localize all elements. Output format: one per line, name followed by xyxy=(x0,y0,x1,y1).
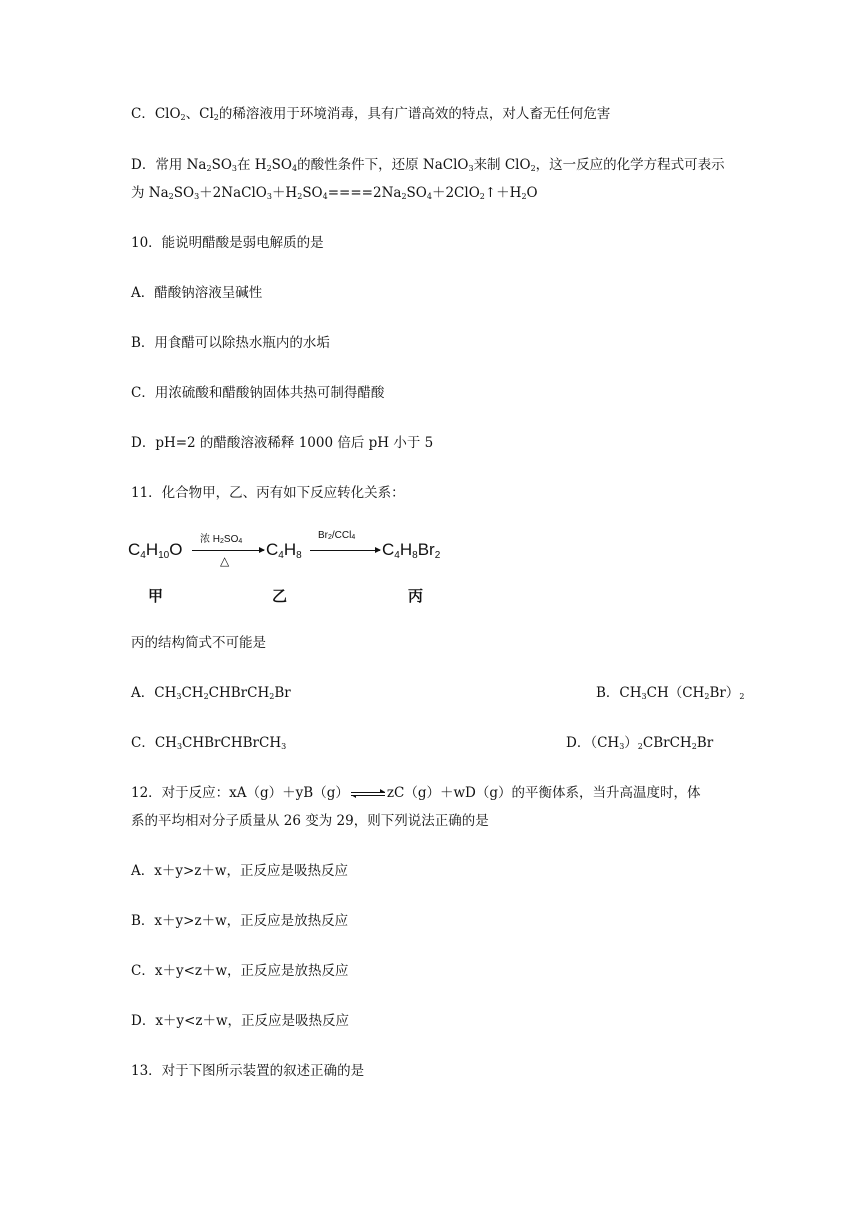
q12-stem-line2: 系的平均相对分子质量从 26 变为 29，则下列说法正确的是 xyxy=(131,813,489,829)
q12-option-b: B．x＋y>z＋w，正反应是放热反应 xyxy=(131,913,349,929)
q10-stem: 10．能说明醋酸是弱电解质的是 xyxy=(131,235,324,251)
q12-option-c: C．x＋y<z＋w，正反应是放热反应 xyxy=(131,963,349,979)
q11-option-d: D．$(CH_3)_2CBrCH_2Br$ xyxy=(566,735,714,751)
q11-option-c: C．$CH_3CHBrCHBrCH_3$ xyxy=(131,735,287,751)
formula-c4h8br2: $C_4H_8Br_2$ xyxy=(382,540,441,561)
q9-option-c: C．ClO$_2$、$Cl_2$的稀溶液用于环境消毒，具有广谱高效的特点，对人畜无任何危害 xyxy=(131,106,611,122)
q10-option-d: D．pH=2 的醋酸溶液稀释 1000 倍后 pH 小于 5 xyxy=(131,435,434,451)
q9-option-d-line1: D．常用 $Na_2SO_3$在 $H_2SO_4$的酸性条件下，还原 NaClO$_3$来制 ClO$_2$，这一反应的化学方程式可表示 xyxy=(131,157,725,173)
label-yi: 乙 xyxy=(272,587,288,605)
equilibrium-arrow-icon xyxy=(351,789,385,799)
q11-option-a: A．$CH_3CH_2CHBrCH_2Br$ xyxy=(131,685,291,701)
q11-option-b: B．$CH_3CH(CH_2Br)_2$ xyxy=(596,685,745,701)
q11-sub-stem: 丙的结构简式不可能是 xyxy=(131,635,266,651)
label-bing: 丙 xyxy=(408,587,424,605)
q10-option-c: C．用浓硫酸和醋酸钠固体共热可制得醋酸 xyxy=(131,385,385,401)
q11-stem: 11．化合物甲，乙、丙有如下反应转化关系： xyxy=(131,485,405,501)
formula-c4h8: $C_4H_8$ xyxy=(266,540,302,561)
condition-heat: △ xyxy=(220,554,230,568)
q10-option-b: B．用食醋可以除热水瓶内的水垢 xyxy=(131,335,330,351)
condition-conc-h2so4: 浓 $H_2SO_4$ xyxy=(200,534,243,545)
q12-stem-line1: 12．对于反应：xA（g）＋yB（g） zC（g）＋wD（g）的平衡体系，当升高温度时，体 xyxy=(131,785,701,801)
reaction-arrow-2 xyxy=(310,550,380,551)
q13-stem: 13．对于下图所示装置的叙述正确的是 xyxy=(131,1063,365,1079)
q9-option-d-line2: 为 $Na_2SO_3+2NaClO_3+H_2SO_4====2Na_2SO_4+2ClO_2↑+H_2O$ xyxy=(131,185,538,201)
q12-option-d: D．x＋y<z＋w，正反应是吸热反应 xyxy=(131,1013,350,1029)
reaction-arrow-1 xyxy=(192,550,264,551)
label-jia: 甲 xyxy=(148,587,164,605)
condition-br2-ccl4: $Br_2/CCl_4$ xyxy=(318,530,356,541)
q12-option-a: A．x＋y>z＋w，正反应是吸热反应 xyxy=(131,863,348,879)
formula-c4h10o: $C_4H_{10}O$ xyxy=(128,540,183,561)
q10-option-a: A．醋酸钠溶液呈碱性 xyxy=(131,285,263,301)
reaction-scheme xyxy=(128,528,458,608)
